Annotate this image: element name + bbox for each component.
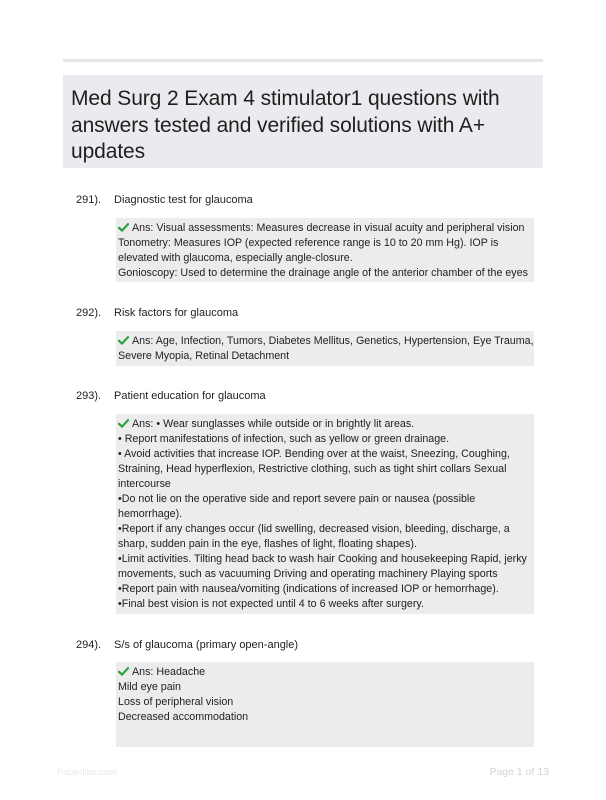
- answer-box: [116, 331, 534, 366]
- question-text: Patient education for glaucoma: [114, 390, 266, 402]
- header-divider: [63, 59, 543, 62]
- answer-line: hemorrhage).: [118, 508, 183, 520]
- answer-line: •Report if any changes occur (lid swelling, decreased vision, bleeding, discharge, a: [118, 523, 510, 535]
- answer-line: [118, 665, 530, 680]
- answer-line: •Report pain with nausea/vomiting (indications of increased IOP or hemorrhage).: [118, 583, 499, 595]
- answer-line: Loss of peripheral vision: [118, 696, 234, 708]
- answer-line: Straining, Head hyperflexion, Restrictive clothing, such as tight shirt collars Sexual: [118, 463, 507, 475]
- answer-line: •Final best vision is not expected until 4 to 6 weeks after surgery.: [118, 598, 424, 610]
- answer-line: •Do not lie on the operative side and report severe pain or nausea (possible: [118, 493, 476, 505]
- answer-text: Ans: Visual assessments: Measures decrease in visual acuity and peripheral vision: [132, 222, 525, 234]
- question-text: S/s of glaucoma (primary open-angle): [114, 639, 299, 651]
- title-banner: [63, 75, 543, 168]
- answer-text: Ans: • Wear sunglasses while outside or in brightly lit areas.: [132, 418, 415, 430]
- page-indicator: Page 1 of 13: [489, 766, 549, 778]
- question-number: 294).: [76, 639, 102, 651]
- document-title: Med Surg 2 Exam 4 stimulator1 questions with answers tested and verified solutions with A+ updates: [71, 87, 500, 163]
- answer-line: intercourse: [118, 478, 171, 490]
- answer-line: Severe Myopia, Retinal Detachment: [118, 350, 290, 362]
- answer-line: [118, 334, 534, 349]
- answer-box: [116, 218, 534, 282]
- answer-line: movements, such as vacuuming Driving and operating machinery Playing sports: [118, 568, 498, 580]
- answer-line: sharp, sudden pain in the eye, flashes of light, floating shapes).: [118, 538, 417, 550]
- answer-line: • Report manifestations of infection, such as yellow or green drainage.: [118, 433, 450, 445]
- footer-watermark: Paperlibs.com: [57, 767, 118, 778]
- answer-line: [118, 221, 530, 236]
- question-number: 291).: [76, 194, 102, 206]
- answer-box: [116, 662, 534, 747]
- answer-line: Tonometry: Measures IOP (expected reference range is 10 to 20 mm Hg). IOP is: [118, 237, 499, 249]
- answer-box: [116, 414, 534, 614]
- answer-text: Ans: Headache: [132, 666, 206, 678]
- answer-text: Ans: Age, Infection, Tumors, Diabetes Mellitus, Genetics, Hypertension, Eye Trauma,: [132, 335, 534, 347]
- answer-line: Gonioscopy: Used to determine the drainage angle of the anterior chamber of the eyes: [118, 267, 528, 279]
- question-text: Diagnostic test for glaucoma: [114, 194, 253, 206]
- question-number: 292).: [76, 307, 102, 319]
- question-text: Risk factors for glaucoma: [114, 307, 239, 319]
- answer-line: • Avoid activities that increase IOP. Bending over at the waist, Sneezing, Coughing,: [118, 448, 510, 460]
- question-number: 293).: [76, 390, 102, 402]
- check-icon: [118, 336, 129, 345]
- check-icon: [118, 223, 129, 232]
- answer-line: Decreased accommodation: [118, 711, 249, 723]
- answer-line: elevated with glaucoma, especially angle-closure.: [118, 252, 353, 264]
- answer-line: Mild eye pain: [118, 681, 181, 693]
- answer-line: [118, 417, 530, 432]
- check-icon: [118, 419, 129, 428]
- answer-line: •Limit activities. Tilting head back to wash hair Cooking and housekeeping Rapid, jerky: [118, 553, 527, 565]
- check-icon: [118, 667, 129, 676]
